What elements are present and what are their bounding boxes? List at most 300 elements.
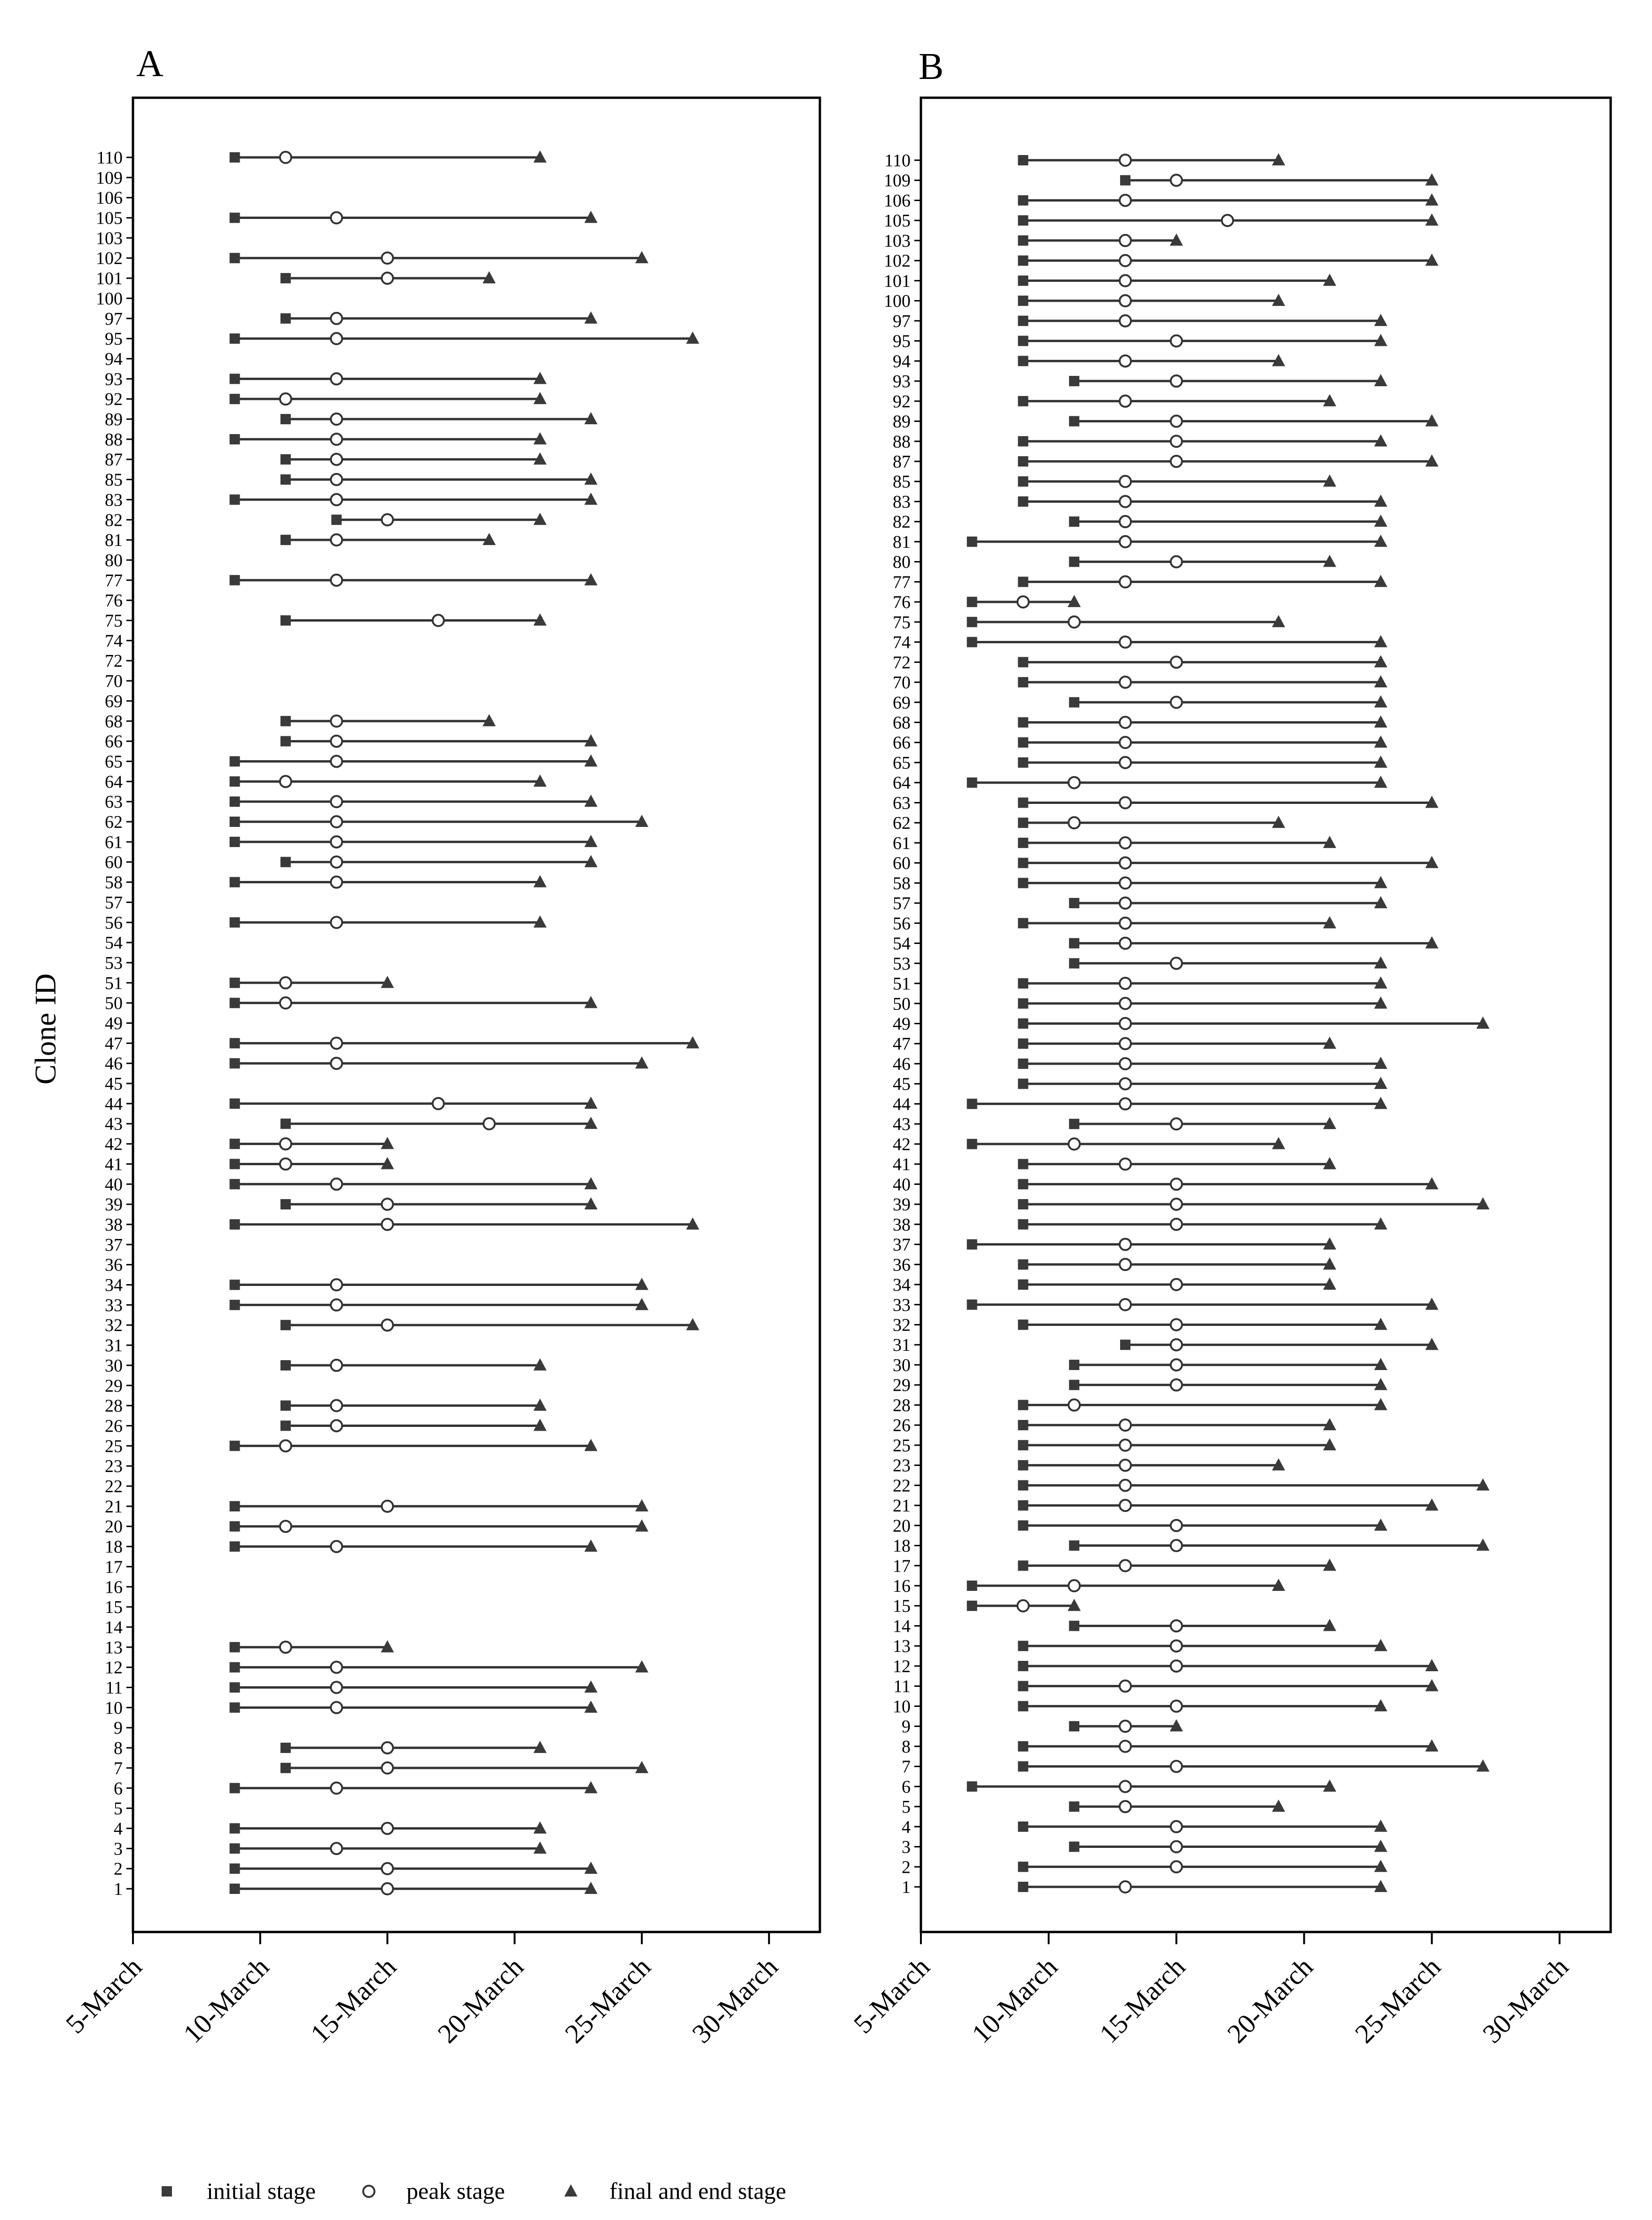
panel-b-clone-58-initial-marker	[1018, 878, 1028, 888]
panel-a-clone-63-peak-marker	[331, 796, 342, 807]
panel-a-y-tick-label: 110	[96, 148, 123, 168]
panel-b-clone-11-initial-marker	[1018, 1681, 1028, 1691]
panel-a-clone-3-peak-marker	[331, 1843, 342, 1854]
panel-b-clone-26-initial-marker	[1018, 1420, 1028, 1430]
panel-a-clone-81-peak-marker	[331, 534, 342, 545]
panel-a-clone-8-peak-marker	[382, 1742, 393, 1753]
panel-a-y-tick-label: 32	[105, 1316, 123, 1336]
panel-b-clone-51-initial-marker	[1018, 978, 1028, 989]
panel-b-clone-76-initial-marker	[967, 597, 977, 607]
panel-a-clone-33-initial-marker	[230, 1300, 240, 1310]
panel-b-clone-41-initial-marker	[1018, 1159, 1028, 1169]
panel-a-clone-62-peak-marker	[331, 816, 342, 827]
panel-b-y-tick-label: 88	[893, 432, 911, 452]
panel-b-clone-9-initial-marker	[1069, 1721, 1079, 1731]
panel-b-x-tick-label: 20-March	[1221, 1951, 1319, 2049]
panel-a-clone-38-initial-marker	[230, 1219, 240, 1230]
panel-b-clone-14-peak-marker	[1171, 1620, 1182, 1631]
panel-b-y-tick-label: 12	[893, 1656, 911, 1676]
panel-b-clone-46-peak-marker	[1120, 1058, 1131, 1069]
panel-a-clone-51-initial-marker	[230, 978, 240, 988]
panel-a-y-tick-label: 106	[96, 188, 123, 208]
panel-a-clone-51-peak-marker	[280, 977, 291, 989]
panel-b-clone-23-peak-marker	[1120, 1460, 1131, 1471]
panel-b-y-tick-label: 5	[902, 1797, 911, 1817]
panel-b-clone-109-initial-marker	[1120, 175, 1130, 186]
panel-a-clone-92-peak-marker	[280, 393, 291, 405]
panel-a-plot-frame	[133, 98, 820, 1932]
panel-b-y-tick-label: 109	[884, 171, 911, 191]
panel-a-clone-105-initial-marker	[230, 213, 240, 223]
panel-b-clone-75-peak-marker	[1068, 616, 1080, 628]
panel-b-y-tick-label: 34	[893, 1275, 911, 1295]
panel-b-y-tick-label: 30	[893, 1355, 911, 1375]
panel-b-y-tick-label: 18	[893, 1536, 911, 1556]
panel-a-y-tick-label: 5	[114, 1799, 123, 1819]
panel-a-clone-33-peak-marker	[331, 1299, 342, 1310]
panel-b-clone-102-peak-marker	[1120, 255, 1131, 266]
panel-b-clone-65-initial-marker	[1018, 757, 1028, 768]
panel-a-y-tick-label: 64	[105, 772, 123, 792]
panel-a-y-tick-label: 44	[105, 1094, 123, 1114]
panel-a-clone-41-peak-marker	[280, 1158, 291, 1169]
panel-b-clone-103-peak-marker	[1120, 235, 1131, 246]
panel-b-clone-93-peak-marker	[1171, 375, 1182, 387]
panel-b-clone-80-initial-marker	[1069, 557, 1079, 567]
panel-b-y-tick-label: 13	[893, 1636, 911, 1657]
panel-b-clone-89-peak-marker	[1171, 416, 1182, 427]
panel-a-y-tick-label: 68	[105, 711, 123, 732]
panel-a-clone-65-initial-marker	[230, 756, 240, 766]
panel-a-clone-1-initial-marker	[230, 1884, 240, 1894]
panel-a-label: A	[136, 43, 164, 85]
panel-a-clone-85-peak-marker	[331, 474, 342, 485]
panel-b-clone-66-initial-marker	[1018, 737, 1028, 748]
panel-b-clone-31-peak-marker	[1171, 1339, 1182, 1350]
panel-b-y-tick-label: 47	[893, 1034, 911, 1054]
panel-a	[60, 43, 820, 2049]
panel-b-clone-50-peak-marker	[1120, 998, 1131, 1009]
legend-peak-label: peak stage	[406, 2178, 505, 2204]
panel-a-y-tick-label: 70	[105, 671, 123, 692]
panel-a-clone-63-initial-marker	[230, 796, 240, 807]
panel-b-clone-109-peak-marker	[1171, 175, 1182, 186]
panel-a-clone-3-initial-marker	[230, 1843, 240, 1854]
panel-a-y-tick-label: 8	[114, 1738, 123, 1759]
panel-a-clone-25-peak-marker	[280, 1440, 291, 1451]
panel-b-clone-43-peak-marker	[1171, 1118, 1182, 1129]
panel-a-y-tick-label: 45	[105, 1074, 123, 1094]
panel-a-y-tick-label: 23	[105, 1457, 123, 1477]
panel-a-clone-1-peak-marker	[382, 1883, 393, 1894]
panel-a-clone-30-peak-marker	[331, 1360, 342, 1371]
panel-b-clone-101-initial-marker	[1018, 275, 1028, 286]
panel-b-clone-16-initial-marker	[967, 1581, 977, 1591]
panel-b-clone-10-initial-marker	[1018, 1701, 1028, 1711]
panel-a-y-tick-label: 3	[114, 1839, 123, 1859]
panel-a-clone-93-peak-marker	[331, 373, 342, 384]
panel-b-clone-1-peak-marker	[1120, 1881, 1131, 1893]
panel-a-y-tick-label: 88	[105, 429, 123, 450]
panel-b-clone-33-peak-marker	[1120, 1299, 1131, 1310]
panel-b-clone-76-peak-marker	[1017, 596, 1029, 608]
y-axis-title: Clone ID	[29, 973, 62, 1085]
panel-a-clone-10-peak-marker	[331, 1702, 342, 1713]
panel-b-clone-25-initial-marker	[1018, 1440, 1028, 1450]
panel-a-y-tick-label: 22	[105, 1477, 123, 1497]
panel-a-clone-2-peak-marker	[382, 1863, 393, 1874]
panel-b-y-tick-label: 81	[893, 532, 911, 552]
panel-b-y-tick-label: 80	[893, 552, 911, 572]
panel-a-y-tick-label: 80	[105, 550, 123, 570]
panel-a-y-tick-label: 72	[105, 651, 123, 671]
panel-a-y-tick-label: 11	[105, 1678, 123, 1698]
panel-b-y-tick-label: 43	[893, 1114, 911, 1135]
panel-b-y-tick-label: 6	[902, 1777, 911, 1797]
panel-a-clone-105-peak-marker	[331, 212, 342, 224]
panel-b-clone-5-peak-marker	[1120, 1801, 1131, 1812]
panel-a-clone-77-peak-marker	[331, 575, 342, 586]
panel-a-clone-41-initial-marker	[230, 1159, 240, 1169]
panel-b-clone-85-peak-marker	[1120, 476, 1131, 487]
panel-a-x-tick-label: 25-March	[559, 1951, 657, 2049]
panel-b-clone-3-initial-marker	[1069, 1842, 1079, 1852]
panel-b-clone-74-initial-marker	[967, 637, 977, 647]
panel-a-clone-66-peak-marker	[331, 736, 342, 747]
panel-b-y-tick-label: 8	[902, 1737, 911, 1757]
panel-a-y-tick-label: 94	[105, 349, 123, 369]
panel-b-clone-16-peak-marker	[1068, 1580, 1080, 1591]
panel-b-y-tick-label: 95	[893, 331, 911, 351]
panel-a-clone-13-peak-marker	[280, 1642, 291, 1653]
panel-b-clone-95-peak-marker	[1171, 335, 1182, 347]
panel-b-clone-69-peak-marker	[1171, 697, 1182, 708]
panel-a-clone-92-initial-marker	[230, 394, 240, 404]
panel-a-clone-40-initial-marker	[230, 1179, 240, 1189]
panel-b-clone-49-peak-marker	[1120, 1018, 1131, 1029]
panel-a-y-tick-label: 82	[105, 510, 123, 530]
panel-b-clone-42-peak-marker	[1068, 1138, 1080, 1150]
panel-b-y-tick-label: 17	[893, 1556, 911, 1576]
panel-b-clone-110-peak-marker	[1120, 155, 1131, 166]
panel-a-y-tick-label: 39	[105, 1195, 123, 1215]
panel-b-clone-3-peak-marker	[1171, 1841, 1182, 1853]
panel-b-clone-36-initial-marker	[1018, 1259, 1028, 1270]
panel-b-clone-4-peak-marker	[1171, 1821, 1182, 1832]
panel-a-y-tick-label: 36	[105, 1255, 123, 1275]
panel-b-clone-87-initial-marker	[1018, 456, 1028, 467]
panel-b-x-tick-label: 25-March	[1348, 1951, 1447, 2049]
panel-a-y-tick-label: 9	[114, 1718, 123, 1738]
panel-b-y-tick-label: 102	[884, 251, 911, 271]
panel-b-y-tick-label: 76	[893, 592, 911, 613]
panel-b-clone-46-initial-marker	[1018, 1059, 1028, 1069]
panel-b-y-tick-label: 25	[893, 1435, 911, 1456]
legend-initial-label: initial stage	[207, 2178, 316, 2204]
panel-b-clone-1-initial-marker	[1018, 1882, 1028, 1892]
panel-a-clone-61-initial-marker	[230, 837, 240, 847]
panel-a-y-tick-label: 109	[96, 168, 123, 188]
panel-b-y-tick-label: 16	[893, 1576, 911, 1597]
panel-a-clone-93-initial-marker	[230, 374, 240, 384]
panel-a-y-tick-label: 77	[105, 570, 123, 591]
panel-b-x-tick-label: 5-March	[848, 1951, 936, 2040]
panel-b-clone-65-peak-marker	[1120, 757, 1131, 768]
panel-a-clone-75-peak-marker	[433, 615, 444, 626]
panel-b-y-tick-label: 33	[893, 1295, 911, 1315]
panel-a-clone-89-peak-marker	[331, 413, 342, 425]
panel-b-y-tick-label: 4	[902, 1817, 911, 1837]
panel-b-x-tick-label: 10-March	[966, 1951, 1064, 2049]
panel-a-y-tick-label: 89	[105, 410, 123, 430]
panel-b-y-tick-label: 57	[893, 894, 911, 914]
panel-b-clone-100-peak-marker	[1120, 295, 1131, 306]
panel-b-y-tick-label: 15	[893, 1596, 911, 1616]
panel-b-clone-6-initial-marker	[967, 1781, 977, 1792]
panel-b-clone-60-peak-marker	[1120, 857, 1131, 869]
panel-b-y-tick-label: 105	[884, 211, 911, 231]
panel-a-clone-101-initial-marker	[281, 273, 291, 283]
panel-a-clone-85-initial-marker	[281, 475, 291, 485]
panel-b-clone-11-peak-marker	[1120, 1681, 1131, 1692]
panel-b-clone-33-initial-marker	[967, 1300, 977, 1310]
panel-b-clone-29-initial-marker	[1069, 1380, 1079, 1390]
panel-a-clone-77-initial-marker	[230, 575, 240, 585]
panel-b-y-tick-label: 89	[893, 412, 911, 432]
panel-a-clone-60-initial-marker	[281, 857, 291, 867]
panel-b-clone-61-peak-marker	[1120, 837, 1131, 849]
panel-b-y-tick-label: 61	[893, 833, 911, 853]
panel-b-clone-81-peak-marker	[1120, 536, 1131, 547]
panel-b-y-tick-label: 10	[893, 1697, 911, 1717]
panel-a-clone-18-peak-marker	[331, 1541, 342, 1552]
panel-b-y-tick-label: 1	[902, 1877, 911, 1897]
panel-b-clone-21-peak-marker	[1120, 1500, 1131, 1511]
panel-b-clone-9-peak-marker	[1120, 1721, 1131, 1732]
panel-b-y-tick-label: 37	[893, 1235, 911, 1255]
panel-a-y-tick-label: 54	[105, 933, 123, 953]
panel-a-y-tick-label: 33	[105, 1295, 123, 1316]
panel-a-clone-6-peak-marker	[331, 1783, 342, 1794]
panel-b-clone-53-initial-marker	[1069, 958, 1079, 968]
panel-a-clone-87-initial-marker	[281, 454, 291, 465]
panel-b-clone-68-initial-marker	[1018, 717, 1028, 728]
panel-a-clone-102-initial-marker	[230, 253, 240, 263]
panel-b-y-tick-label: 93	[893, 372, 911, 392]
panel-b-clone-38-initial-marker	[1018, 1219, 1028, 1230]
panel-b-clone-83-initial-marker	[1018, 496, 1028, 506]
panel-a-clone-95-initial-marker	[230, 334, 240, 344]
panel-b-clone-25-peak-marker	[1120, 1440, 1131, 1451]
panel-a-y-tick-label: 16	[105, 1577, 123, 1597]
panel-a-y-tick-label: 76	[105, 591, 123, 611]
panel-a-clone-89-initial-marker	[281, 414, 291, 424]
panel-a-x-tick-label: 15-March	[304, 1951, 402, 2049]
panel-a-clone-101-peak-marker	[382, 273, 393, 284]
panel-b-clone-54-peak-marker	[1120, 938, 1131, 949]
panel-b-y-tick-label: 23	[893, 1456, 911, 1476]
panel-b-clone-2-peak-marker	[1171, 1861, 1182, 1872]
panel-a-y-tick-label: 58	[105, 872, 123, 893]
panel-b-clone-36-peak-marker	[1120, 1259, 1131, 1270]
panel-a-y-tick-label: 6	[114, 1778, 123, 1799]
panel-b-clone-18-peak-marker	[1171, 1540, 1182, 1551]
panel-b-clone-80-peak-marker	[1171, 556, 1182, 568]
panel-a-y-tick-label: 105	[96, 208, 123, 228]
panel-a-clone-20-initial-marker	[230, 1521, 240, 1532]
panel-a-y-tick-label: 34	[105, 1275, 123, 1295]
panel-a-clone-7-peak-marker	[382, 1762, 393, 1774]
panel-b-y-tick-label: 53	[893, 954, 911, 974]
panel-a-y-tick-label: 62	[105, 812, 123, 833]
panel-b-clone-42-initial-marker	[967, 1139, 977, 1149]
panel-b-y-tick-label: 28	[893, 1395, 911, 1416]
panel-a-clone-68-peak-marker	[331, 716, 342, 727]
panel-b-y-tick-label: 32	[893, 1315, 911, 1335]
panel-b-clone-43-initial-marker	[1069, 1119, 1079, 1129]
panel-b-y-tick-label: 58	[893, 873, 911, 894]
panel-b-y-tick-label: 62	[893, 813, 911, 833]
panel-a-clone-46-initial-marker	[230, 1058, 240, 1068]
panel-b-clone-101-peak-marker	[1120, 275, 1131, 286]
panel-a-y-tick-label: 81	[105, 530, 123, 551]
panel-b-clone-87-peak-marker	[1171, 456, 1182, 467]
panel-b-clone-75-initial-marker	[967, 617, 977, 627]
panel-b-clone-50-initial-marker	[1018, 998, 1028, 1009]
panel-b-clone-37-initial-marker	[967, 1239, 977, 1250]
panel-a-clone-46-peak-marker	[331, 1058, 342, 1069]
panel-b-clone-77-initial-marker	[1018, 576, 1028, 587]
panel-b-y-tick-label: 70	[893, 673, 911, 693]
panel-a-y-tick-label: 7	[114, 1758, 123, 1778]
panel-a-y-tick-label: 10	[105, 1698, 123, 1718]
panel-a-clone-32-initial-marker	[281, 1320, 291, 1330]
panel-a-y-tick-label: 100	[96, 288, 123, 309]
panel-a-clone-38-peak-marker	[382, 1219, 393, 1230]
panel-b-y-tick-label: 92	[893, 391, 911, 412]
panel-a-clone-10-initial-marker	[230, 1702, 240, 1713]
panel-b-clone-30-initial-marker	[1069, 1360, 1079, 1370]
panel-b-clone-10-peak-marker	[1171, 1700, 1182, 1712]
panel-b-y-tick-label: 64	[893, 773, 911, 793]
panel-a-y-tick-label: 53	[105, 953, 123, 973]
panel-b-y-tick-label: 49	[893, 1014, 911, 1034]
panel-a-y-tick-label: 57	[105, 893, 123, 913]
panel-b-clone-15-initial-marker	[967, 1601, 977, 1611]
panel-b-y-tick-label: 72	[893, 653, 911, 673]
panel-b-clone-20-peak-marker	[1171, 1520, 1182, 1531]
panel-a-clone-21-peak-marker	[382, 1501, 393, 1512]
panel-a-y-tick-label: 47	[105, 1034, 123, 1054]
panel-a-clone-47-peak-marker	[331, 1037, 342, 1049]
panel-b-clone-95-initial-marker	[1018, 336, 1028, 346]
panel-b-y-tick-label: 36	[893, 1255, 911, 1275]
panel-a-clone-12-peak-marker	[331, 1662, 342, 1673]
panel-a-clone-2-initial-marker	[230, 1863, 240, 1874]
panel-a-clone-81-initial-marker	[281, 535, 291, 545]
panel-b-clone-23-initial-marker	[1018, 1460, 1028, 1471]
panel-a-clone-88-initial-marker	[230, 434, 240, 444]
panel-b-y-tick-label: 103	[884, 231, 911, 251]
panel-a-y-tick-label: 41	[105, 1154, 123, 1175]
panel-a-y-tick-label: 83	[105, 490, 123, 510]
panel-a-clone-88-peak-marker	[331, 434, 342, 445]
panel-b-y-tick-label: 54	[893, 934, 911, 954]
panel-b-y-tick-label: 77	[893, 572, 911, 592]
panel-b-clone-5-initial-marker	[1069, 1801, 1079, 1812]
panel-a-y-tick-label: 69	[105, 691, 123, 711]
panel-a-clone-43-initial-marker	[281, 1119, 291, 1129]
panel-b-clone-56-initial-marker	[1018, 918, 1028, 928]
panel-a-clone-50-peak-marker	[280, 997, 291, 1009]
panel-b-clone-6-peak-marker	[1120, 1781, 1131, 1792]
panel-b-y-tick-label: 66	[893, 733, 911, 753]
panel-b-clone-13-initial-marker	[1018, 1641, 1028, 1651]
panel-b	[848, 46, 1611, 2049]
panel-a-x-tick-label: 5-March	[60, 1951, 148, 2040]
panel-b-clone-8-peak-marker	[1120, 1741, 1131, 1752]
panel-b-clone-74-peak-marker	[1120, 637, 1131, 648]
panel-b-clone-22-initial-marker	[1018, 1480, 1028, 1490]
panel-a-y-tick-label: 1	[114, 1879, 123, 1899]
panel-b-clone-39-initial-marker	[1018, 1199, 1028, 1209]
panel-b-clone-37-peak-marker	[1120, 1239, 1131, 1250]
panel-b-clone-66-peak-marker	[1120, 737, 1131, 748]
panel-b-y-tick-label: 9	[902, 1717, 911, 1737]
panel-a-clone-28-peak-marker	[331, 1400, 342, 1411]
panel-b-y-tick-label: 83	[893, 492, 911, 512]
panel-b-clone-60-initial-marker	[1018, 858, 1028, 868]
panel-a-clone-87-peak-marker	[331, 454, 342, 465]
panel-a-clone-102-peak-marker	[382, 252, 393, 264]
panel-b-clone-26-peak-marker	[1120, 1419, 1131, 1431]
panel-a-y-tick-label: 97	[105, 309, 123, 329]
panel-b-y-tick-label: 20	[893, 1516, 911, 1536]
panel-a-clone-6-initial-marker	[230, 1783, 240, 1793]
panel-b-clone-29-peak-marker	[1171, 1379, 1182, 1391]
panel-b-clone-100-initial-marker	[1018, 296, 1028, 306]
panel-a-clone-26-peak-marker	[331, 1420, 342, 1431]
panel-a-clone-110-initial-marker	[230, 152, 240, 163]
panel-b-y-tick-label: 26	[893, 1416, 911, 1436]
panel-b-clone-94-peak-marker	[1120, 355, 1131, 366]
panel-a-y-tick-label: 20	[105, 1517, 123, 1537]
panel-b-clone-92-peak-marker	[1120, 396, 1131, 407]
panel-b-y-tick-label: 100	[884, 291, 911, 312]
panel-a-y-tick-label: 4	[114, 1819, 123, 1839]
panel-b-y-tick-label: 40	[893, 1175, 911, 1195]
panel-b-clone-54-initial-marker	[1069, 938, 1079, 949]
panel-a-clone-64-peak-marker	[280, 776, 291, 787]
panel-b-clone-44-peak-marker	[1120, 1098, 1131, 1109]
panel-b-clone-47-initial-marker	[1018, 1038, 1028, 1049]
panel-b-y-tick-label: 46	[893, 1054, 911, 1074]
panel-b-clone-68-peak-marker	[1120, 717, 1131, 728]
panel-b-clone-45-initial-marker	[1018, 1079, 1028, 1089]
legend-final-marker	[564, 2184, 577, 2197]
panel-b-clone-82-peak-marker	[1120, 516, 1131, 527]
panel-a-y-tick-label: 46	[105, 1054, 123, 1074]
panel-b-clone-4-initial-marker	[1018, 1822, 1028, 1832]
panel-a-clone-60-peak-marker	[331, 857, 342, 868]
panel-b-clone-8-initial-marker	[1018, 1741, 1028, 1752]
panel-b-clone-39-peak-marker	[1171, 1199, 1182, 1210]
panel-b-clone-47-peak-marker	[1120, 1038, 1131, 1049]
panel-a-y-tick-label: 12	[105, 1658, 123, 1678]
panel-b-clone-105-initial-marker	[1018, 215, 1028, 226]
panel-b-y-tick-label: 85	[893, 472, 911, 492]
panel-a-clone-25-initial-marker	[230, 1441, 240, 1451]
